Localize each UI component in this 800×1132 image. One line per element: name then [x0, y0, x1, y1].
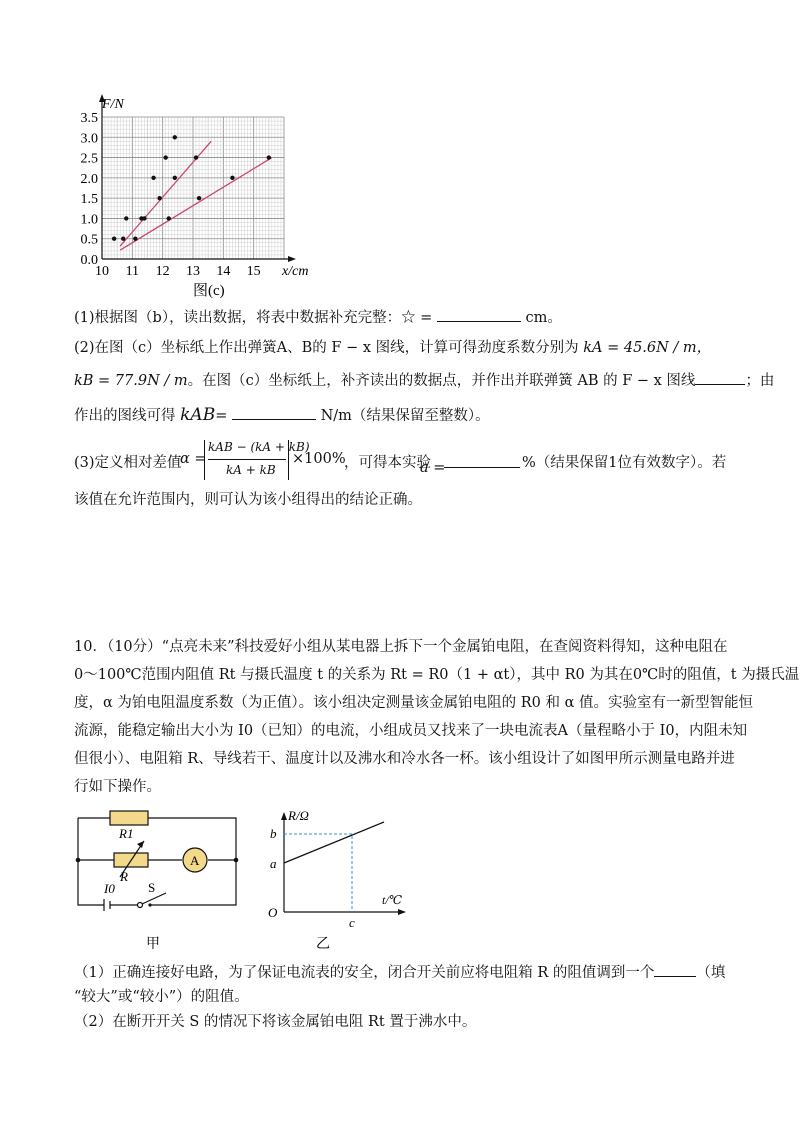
data-point [124, 216, 128, 220]
y-tick-label: 1.0 [80, 212, 98, 228]
data-point [167, 216, 171, 220]
q2-text1: (2)在图（c）坐标纸上作出弹簧A、B的 F − x 图线，计算可得劲度系数分别为 [74, 340, 579, 356]
x-tick-label: 11 [125, 264, 140, 279]
switch-contact [148, 903, 151, 906]
x-tick-label: 10 [95, 264, 109, 279]
switch-label: S [148, 880, 156, 895]
q3-suffix: %（结果保留1位有效数字）。若 [522, 455, 727, 471]
q3-mid: ，可得本实验 [344, 455, 431, 471]
q1-text: (1)根据图（b），读出数据，将表中数据补充完整：☆ = [74, 310, 433, 326]
source-label: I0 [104, 881, 115, 896]
abs-left-bar [204, 440, 207, 480]
q2-text3a: 作出的图线可得 [74, 408, 176, 424]
junction-right [234, 858, 239, 863]
r-t-graph [258, 808, 418, 953]
x-tick-label: 12 [155, 264, 170, 279]
x-axis-arrow [288, 256, 296, 262]
fraction-bar [208, 459, 286, 460]
q10-line3: 度，α 为铂电阻温度系数（为正值）。该小组决定测量该金属铂电阻的 R0 和 α 值。实验室有一新型智能恒 [74, 695, 754, 711]
c-label: c [349, 915, 355, 930]
sub1-end: （填 [696, 965, 726, 981]
q2-kab-blank[interactable] [232, 405, 316, 420]
q2-line1 [74, 338, 734, 358]
chart-y-label: F/N [102, 97, 124, 112]
sub1-text: （1）正确连接好电路，为了保证电流表的安全，闭合开关前应将电阻箱 R 的阻值调到一个 [74, 965, 655, 981]
rt-line [284, 822, 384, 863]
r-label: R [120, 869, 128, 884]
q1-answer-blank[interactable] [437, 307, 521, 322]
x-tick-label: 13 [186, 264, 200, 279]
fx-chart [60, 88, 340, 323]
q2-line-blank[interactable] [695, 370, 745, 385]
chart-points [112, 135, 271, 241]
y-tick-label: 0.5 [80, 232, 98, 248]
r1-label: R1 [119, 826, 134, 841]
data-point [230, 176, 234, 180]
q2-line2 [74, 370, 775, 391]
r1-resistor [110, 811, 148, 825]
data-point [267, 155, 271, 159]
q3-numerator: kAB − (kA + kB) [208, 440, 310, 454]
q2-eq: = [215, 408, 228, 424]
data-point [133, 237, 137, 241]
origin-label: O [268, 905, 278, 920]
q1-unit: cm。 [525, 310, 562, 326]
y-tick-label: 3.5 [80, 111, 98, 126]
abs-right-bar [288, 440, 291, 480]
guide-dashes [284, 834, 352, 912]
q10-line5: 但很小）、电阻箱 R、导线若干、温度计以及沸水和冷水各一杯。该小组设计了如图甲所示测量电路并进 [74, 751, 735, 767]
y-tick-label: 0.0 [80, 253, 98, 268]
sub2-line: （2）在断开开关 S 的情况下将该金属铂电阻 Rt 置于沸水中。 [74, 1014, 477, 1030]
q10-line4: 流源，能稳定输出大小为 I0（已知）的电流，小组成员又找来了一块电流表A（量程略小于 I0，内阻未知 [74, 723, 748, 739]
q3-alpha: α = [180, 451, 207, 467]
q3-denominator: kA + kB [226, 463, 276, 477]
data-point [151, 176, 155, 180]
q2-text2-end: ；由 [745, 373, 775, 389]
q3-answer-blank[interactable] [444, 453, 520, 468]
q3-times: ×100% [292, 451, 346, 467]
ammeter-label: A [190, 853, 200, 868]
a-label: a [270, 856, 277, 871]
junction-left [76, 858, 81, 863]
x-tick-label: 14 [216, 264, 231, 279]
q3-line2: 该值在允许范围内，则可认为该小组得出的结论正确。 [74, 492, 422, 508]
q10-line2: 0～100℃范围内阻值 Rt 与摄氏温度 t 的关系为 Rt = R0（1 + αt），其中 R0 为其在0℃时的阻值，t 为摄氏温 [74, 667, 800, 683]
data-point [164, 155, 168, 159]
q3-prefix: (3)定义相对差值 [74, 455, 182, 471]
q2-text2: 。在图（c）坐标纸上，补齐读出的数据点，并作出并联弹簧 AB 的 F − x 图线 [187, 373, 696, 389]
chart-x-label: x/cm [282, 264, 309, 279]
circuit-diagram [70, 805, 250, 955]
chart-grid [102, 117, 284, 259]
y-axis-arrow [281, 812, 287, 820]
q2-line3 [74, 405, 734, 426]
data-point [157, 196, 161, 200]
y-tick-label: 2.5 [80, 151, 98, 167]
data-point [173, 135, 177, 139]
data-point [173, 176, 177, 180]
y-tick-label: 1.5 [80, 192, 98, 208]
data-point [121, 237, 125, 241]
x-tick-label: 15 [246, 264, 261, 279]
q2-kab: kAB [180, 405, 216, 425]
sub1-line2: “较大”或“较小”）的阻值。 [74, 989, 249, 1005]
graph-y-label: R/Ω [288, 808, 309, 823]
q3-line1 [74, 438, 764, 486]
q2-text3c: N/m（结果保留至整数）。 [320, 408, 490, 424]
q1-line [74, 307, 734, 328]
data-point [197, 196, 201, 200]
data-point [194, 155, 198, 159]
graph-caption: 乙 [316, 937, 330, 952]
q10-line1: 10．（10分）“点亮未来”科技爱好小组从某电器上拆下一个金属铂电阻，在查阅资料得知，这种电阻在 [74, 639, 728, 655]
sub1-blank[interactable] [654, 962, 696, 977]
circuit-caption: 甲 [146, 937, 160, 952]
x-axis-arrow [398, 909, 406, 915]
y-tick-label: 3.0 [80, 131, 98, 147]
b-label: b [270, 826, 277, 841]
data-point [142, 216, 146, 220]
sub1-line1 [74, 962, 734, 983]
q2-ka: kA = 45.6N / m， [583, 340, 712, 356]
outer-wire [78, 818, 236, 905]
switch-pivot [138, 903, 143, 908]
chart-caption: 图(c) [193, 283, 225, 299]
source-symbol [104, 899, 110, 911]
q2-kb: kB = 77.9N / m [74, 373, 188, 389]
chart-tick-labels [81, 111, 261, 279]
graph-x-label: t/℃ [382, 893, 403, 907]
y-tick-label: 2.0 [80, 171, 98, 187]
q10-line6: 行如下操作。 [74, 779, 161, 795]
data-point [112, 237, 116, 241]
q3-a-label: a = [420, 460, 446, 476]
